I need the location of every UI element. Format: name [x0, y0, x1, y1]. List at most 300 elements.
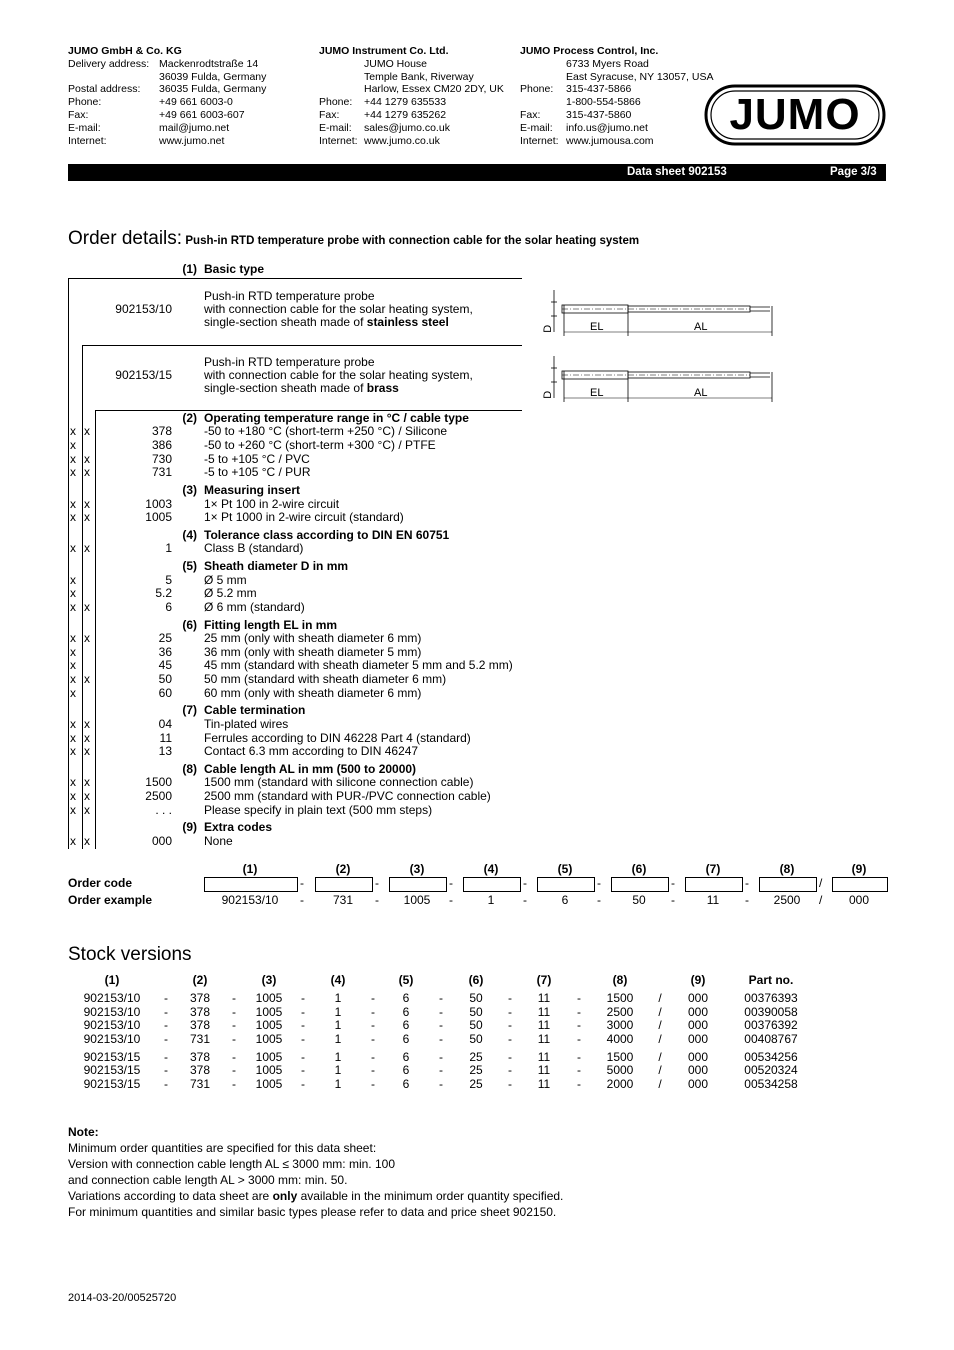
option-mark-10: x — [70, 586, 76, 600]
stock-cell: 1005 — [255, 1077, 283, 1091]
diagram-label-d: D — [542, 390, 555, 399]
stock-cell: 731 — [189, 1077, 211, 1091]
code-separator: - — [523, 893, 527, 907]
stock-cell: - — [371, 1077, 375, 1091]
option-description: Ø 6 mm (standard) — [204, 600, 305, 614]
option-mark-10: x — [70, 631, 76, 645]
option-code: 45 — [158, 658, 172, 672]
stock-cell: 1 — [334, 1032, 342, 1046]
basic-type-material-prefix: single-section sheath made of — [204, 315, 367, 329]
stock-cell: 902153/10 — [83, 1005, 141, 1019]
stock-cell: / — [658, 991, 662, 1005]
stock-cell: - — [577, 1063, 581, 1077]
code-example-value: 2500 — [773, 893, 801, 907]
address-value: JUMO House — [364, 57, 428, 70]
stock-cell: - — [508, 1032, 512, 1046]
stock-cell: 1 — [334, 1077, 342, 1091]
address-value: 315-437-5866 — [566, 83, 632, 96]
stock-cell: - — [371, 1018, 375, 1032]
stock-cell: - — [164, 1005, 168, 1019]
stock-cell: 11 — [537, 991, 551, 1005]
stock-header: (1) — [104, 973, 120, 987]
order-subtitle: Push-in RTD temperature probe with connection cable for the solar heating system — [185, 235, 640, 247]
section-number: (9) — [182, 820, 197, 834]
stock-header: (6) — [468, 973, 484, 987]
option-description: 50 mm (standard with sheath diameter 6 mm) — [204, 672, 447, 686]
address-label: Fax: — [319, 108, 340, 121]
option-mark-10: x — [70, 731, 76, 745]
option-description: -5 to +105 °C / PVC — [204, 452, 310, 466]
company-name: JUMO Process Control, Inc. — [520, 45, 659, 57]
address-usa — [520, 45, 713, 147]
stock-cell: 25 — [469, 1050, 483, 1064]
stock-cell: 902153/15 — [83, 1063, 141, 1077]
stock-cell: 6 — [402, 1050, 410, 1064]
section-title: Tolerance class according to DIN EN 60751 — [204, 528, 450, 542]
stock-cell: - — [577, 1050, 581, 1064]
option-code: 11 — [159, 731, 172, 745]
option-mark-15: x — [84, 834, 90, 848]
option-mark-15: x — [84, 803, 90, 817]
option-mark-15: x — [84, 541, 90, 555]
stock-cell: 25 — [469, 1063, 483, 1077]
address-label: Delivery address: — [68, 57, 150, 70]
stock-cell: - — [371, 1005, 375, 1019]
stock-cell: - — [301, 1032, 305, 1046]
address-label: Phone: — [68, 96, 102, 109]
stock-cell: - — [508, 991, 512, 1005]
diagram-label-el: EL — [590, 387, 604, 399]
address-row — [520, 109, 713, 122]
stock-cell: - — [164, 1063, 168, 1077]
option-code: 2500 — [145, 789, 172, 803]
option-code: 000 — [151, 834, 172, 848]
section-number: (3) — [182, 483, 197, 497]
stock-cell: - — [301, 1063, 305, 1077]
order-example-label: Order example — [68, 893, 153, 907]
basic-type-code: 902153/15 — [115, 368, 172, 382]
stock-cell: - — [439, 991, 443, 1005]
page-number: Page 3/3 — [830, 166, 877, 178]
stock-title: Stock versions — [68, 944, 192, 965]
stock-cell: 11 — [537, 1005, 551, 1019]
option-description: 1500 mm (standard with silicone connection cable) — [204, 775, 474, 789]
stock-cell: 000 — [687, 1005, 709, 1019]
stock-header: (5) — [398, 973, 414, 987]
stock-cell: 4000 — [606, 1032, 634, 1046]
stock-cell: 000 — [687, 1032, 709, 1046]
option-mark-10: x — [70, 834, 76, 848]
code-column-number: (6) — [631, 862, 647, 876]
option-code: 1 — [165, 541, 172, 555]
diagram-label-el: EL — [590, 321, 604, 333]
stock-cell: 902153/15 — [83, 1050, 141, 1064]
option-description: -50 to +180 °C (short-term +250 °C) / Silicone — [204, 424, 448, 438]
note-line-4c: available in the minimum order quantity specified. — [297, 1189, 564, 1203]
code-input-box[interactable] — [832, 877, 888, 892]
option-mark-15: x — [84, 497, 90, 511]
stock-header: (3) — [261, 973, 277, 987]
stock-cell: 000 — [687, 1077, 709, 1091]
section-number: (1) — [182, 262, 197, 276]
stock-header: Part no. — [748, 973, 794, 987]
note-line-2: Version with connection cable length AL ≤ 3000 mm: min. 100 — [68, 1157, 395, 1171]
option-mark-15: x — [84, 731, 90, 745]
address-row — [520, 135, 713, 148]
option-description: 1× Pt 100 in 2-wire circuit — [204, 497, 340, 511]
address-value: +49 661 6003-0 — [159, 96, 233, 109]
code-column-number: (1) — [242, 862, 258, 876]
address-label: Internet: — [520, 134, 559, 147]
address-value: Temple Bank, Riverway — [364, 70, 474, 83]
section-title: Sheath diameter D in mm — [204, 559, 349, 573]
address-value: www.jumo.co.uk — [364, 134, 440, 147]
address-row — [319, 135, 504, 148]
option-code: 04 — [158, 717, 172, 731]
option-mark-10: x — [70, 672, 76, 686]
stock-cell: / — [658, 1005, 662, 1019]
stock-header: (4) — [330, 973, 346, 987]
code-column-number: (9) — [851, 862, 867, 876]
address-row — [319, 71, 504, 84]
option-description: 2500 mm (standard with PUR-/PVC connection cable) — [204, 789, 491, 803]
stock-cell: 1 — [334, 1018, 342, 1032]
option-description: Ferrules according to DIN 46228 Part 4 (standard) — [204, 731, 471, 745]
code-example-value: 902153/10 — [221, 893, 279, 907]
basic-type-line — [204, 382, 399, 396]
stock-cell: 1005 — [255, 1032, 283, 1046]
stock-cell: - — [439, 1063, 443, 1077]
option-mark-15: x — [84, 510, 90, 524]
code-separator: - — [375, 893, 379, 907]
address-label: Internet: — [68, 134, 107, 147]
stock-cell: 2500 — [606, 1005, 634, 1019]
section-title: Operating temperature range in °C / cable type — [204, 411, 469, 425]
option-description: 45 mm (standard with sheath diameter 5 mm and 5.2 mm) — [204, 658, 513, 672]
stock-cell: - — [508, 1018, 512, 1032]
stock-header: (2) — [192, 973, 208, 987]
stock-header: (8) — [612, 973, 628, 987]
diagram-label-d: D — [542, 324, 555, 333]
code-example-value: 000 — [848, 893, 870, 907]
stock-cell: 902153/10 — [83, 1032, 141, 1046]
code-input-box[interactable] — [537, 877, 595, 892]
code-input-box[interactable] — [315, 877, 373, 892]
option-mark-10: x — [70, 775, 76, 789]
note-line-4b: only — [272, 1189, 298, 1203]
code-example-value: 6 — [561, 893, 569, 907]
jumo-logo — [704, 84, 886, 146]
stock-cell: 000 — [687, 991, 709, 1005]
option-mark-15: x — [84, 672, 90, 686]
stock-cell: 11 — [537, 1050, 551, 1064]
stock-cell: 1005 — [255, 1050, 283, 1064]
option-mark-10: x — [70, 744, 76, 758]
stock-cell: - — [232, 1063, 236, 1077]
stock-cell: 50 — [469, 1018, 483, 1032]
option-code: 1003 — [145, 497, 172, 511]
order-title: Order details: — [68, 228, 183, 249]
stock-cell: - — [301, 1018, 305, 1032]
section-number: (6) — [182, 618, 197, 632]
section-title: Basic type — [204, 262, 265, 276]
code-separator: - — [597, 893, 601, 907]
option-mark-10: x — [70, 452, 76, 466]
stock-cell: 6 — [402, 1077, 410, 1091]
stock-cell: - — [301, 1050, 305, 1064]
option-mark-15: x — [84, 775, 90, 789]
option-mark-10: x — [70, 658, 76, 672]
bracket-line-1 — [68, 278, 69, 849]
stock-cell: - — [164, 1050, 168, 1064]
basic-type-line: with connection cable for the solar heating system, — [204, 302, 473, 316]
stock-cell: 902153/10 — [83, 1018, 141, 1032]
code-input-box[interactable] — [389, 877, 447, 892]
option-code: 1005 — [145, 510, 172, 524]
stock-cell: 25 — [469, 1077, 483, 1091]
address-row — [319, 122, 504, 135]
option-mark-15: x — [84, 600, 90, 614]
stock-part-number: 00534256 — [744, 1050, 798, 1064]
note-line-4 — [68, 1188, 563, 1204]
address-value: +49 661 6003-607 — [159, 108, 245, 121]
stock-cell: 000 — [687, 1063, 709, 1077]
address-row — [68, 96, 266, 109]
code-column-number: (8) — [779, 862, 795, 876]
code-example-value: 1 — [487, 893, 495, 907]
stock-cell: 2000 — [606, 1077, 634, 1091]
stock-cell: 1 — [334, 1005, 342, 1019]
stock-cell: - — [439, 1077, 443, 1091]
stock-cell: / — [658, 1018, 662, 1032]
option-mark-10: x — [70, 438, 76, 452]
stock-cell: - — [439, 1050, 443, 1064]
stock-cell: - — [439, 1018, 443, 1032]
stock-cell: - — [371, 1032, 375, 1046]
stock-cell: - — [301, 1077, 305, 1091]
option-mark-10: x — [70, 645, 76, 659]
address-row — [319, 109, 504, 122]
stock-cell: 11 — [537, 1063, 551, 1077]
rule-basic-type — [68, 278, 522, 279]
probe-dimension-diagram — [544, 286, 774, 406]
stock-cell: 378 — [189, 1018, 211, 1032]
stock-cell: - — [232, 1018, 236, 1032]
code-input-box[interactable] — [685, 877, 743, 892]
address-value: info.us@jumo.net — [566, 121, 648, 134]
address-row — [68, 122, 266, 135]
option-code: 731 — [151, 465, 172, 479]
stock-part-number: 00408767 — [744, 1032, 798, 1046]
stock-cell: 6 — [402, 1032, 410, 1046]
stock-cell: - — [164, 1032, 168, 1046]
stock-cell: 1500 — [606, 1050, 634, 1064]
address-row — [68, 71, 266, 84]
section-title: Extra codes — [204, 820, 273, 834]
stock-cell: 378 — [189, 991, 211, 1005]
code-example-value: 50 — [632, 893, 646, 907]
option-code: 5.2 — [155, 586, 172, 600]
basic-type-line: Push-in RTD temperature probe — [204, 355, 375, 369]
section-title: Measuring insert — [204, 483, 301, 497]
code-separator: - — [449, 893, 453, 907]
option-description: 1× Pt 1000 in 2-wire circuit (standard) — [204, 510, 404, 524]
stock-cell: 000 — [687, 1050, 709, 1064]
option-code: 386 — [151, 438, 172, 452]
code-input-box[interactable] — [463, 877, 521, 892]
address-row — [319, 58, 504, 71]
address-label: E-mail: — [520, 121, 553, 134]
option-description: -5 to +105 °C / PUR — [204, 465, 311, 479]
address-row — [520, 122, 713, 135]
stock-cell: 6 — [402, 1018, 410, 1032]
option-description: Class B (standard) — [204, 541, 304, 555]
stock-cell: 902153/15 — [83, 1077, 141, 1091]
option-description: Tin-plated wires — [204, 717, 289, 731]
stock-cell: - — [577, 1018, 581, 1032]
address-row — [319, 83, 504, 96]
option-mark-10: x — [70, 424, 76, 438]
rule-basic-type-2 — [82, 345, 522, 346]
option-mark-10: x — [70, 686, 76, 700]
stock-cell: 378 — [189, 1005, 211, 1019]
address-label: Fax: — [520, 108, 541, 121]
address-row — [68, 109, 266, 122]
stock-cell: - — [371, 1050, 375, 1064]
section-title: Fitting length EL in mm — [204, 618, 338, 632]
option-mark-15: x — [84, 744, 90, 758]
stock-cell: - — [301, 991, 305, 1005]
bracket-line-3 — [95, 410, 96, 849]
stock-cell: - — [439, 1005, 443, 1019]
stock-cell: - — [232, 1005, 236, 1019]
option-mark-15: x — [84, 465, 90, 479]
code-separator: - — [375, 876, 379, 890]
option-mark-10: x — [70, 465, 76, 479]
address-value: East Syracuse, NY 13057, USA — [566, 70, 714, 83]
address-value: +44 1279 635262 — [364, 108, 447, 121]
code-input-box[interactable] — [204, 877, 298, 892]
code-column-number: (4) — [483, 862, 499, 876]
code-separator: - — [671, 893, 675, 907]
option-code: . . . — [155, 803, 172, 817]
option-mark-15: x — [84, 789, 90, 803]
code-input-box[interactable] — [611, 877, 669, 892]
stock-cell: 3000 — [606, 1018, 634, 1032]
stock-cell: 000 — [687, 1018, 709, 1032]
option-mark-10: x — [70, 600, 76, 614]
basic-type-line: Push-in RTD temperature probe — [204, 289, 375, 303]
stock-cell: - — [232, 1077, 236, 1091]
stock-cell: / — [658, 1077, 662, 1091]
stock-cell: 50 — [469, 1005, 483, 1019]
stock-header: (7) — [536, 973, 552, 987]
basic-type-material: stainless steel — [366, 315, 449, 329]
code-separator: - — [523, 876, 527, 890]
probe-diagram-stainless — [551, 290, 772, 336]
address-row — [520, 58, 713, 71]
option-mark-10: x — [70, 789, 76, 803]
address-row — [520, 83, 713, 96]
basic-type-material: brass — [366, 381, 399, 395]
option-description: 25 mm (only with sheath diameter 6 mm) — [204, 631, 422, 645]
address-row — [319, 96, 504, 109]
address-row — [520, 71, 713, 84]
note-line-5: For minimum quantities and similar basic types please refer to data and price sheet 902150. — [68, 1205, 557, 1219]
code-separator: - — [449, 876, 453, 890]
note-line-4a: Variations according to data sheet are — [68, 1189, 273, 1203]
stock-cell: 1 — [334, 1050, 342, 1064]
stock-cell: - — [164, 1077, 168, 1091]
option-mark-15: x — [84, 452, 90, 466]
section-number: (5) — [182, 559, 197, 573]
code-example-value: 11 — [706, 893, 720, 907]
stock-cell: 50 — [469, 991, 483, 1005]
code-separator: - — [300, 876, 304, 890]
option-code: 13 — [158, 744, 172, 758]
option-mark-15: x — [84, 424, 90, 438]
stock-cell: 1500 — [606, 991, 634, 1005]
option-description: Ø 5.2 mm — [204, 586, 257, 600]
option-description: Please specify in plain text (500 mm steps) — [204, 803, 433, 817]
code-column-number: (7) — [705, 862, 721, 876]
option-description: Contact 6.3 mm according to DIN 46247 — [204, 744, 419, 758]
stock-cell: 1005 — [255, 991, 283, 1005]
address-row — [68, 135, 266, 148]
note-line-3: and connection cable length AL > 3000 mm: min. 50. — [68, 1173, 348, 1187]
address-germany — [68, 45, 266, 147]
stock-cell: - — [508, 1050, 512, 1064]
option-mark-15: x — [84, 631, 90, 645]
address-uk — [319, 45, 504, 147]
code-column-number: (3) — [409, 862, 425, 876]
probe-diagram-brass — [551, 356, 772, 402]
stock-cell: - — [232, 991, 236, 1005]
code-separator: - — [597, 876, 601, 890]
stock-cell: - — [301, 1005, 305, 1019]
diagram-label-al: AL — [694, 387, 708, 399]
address-label: E-mail: — [68, 121, 101, 134]
address-label: Phone: — [520, 83, 554, 96]
option-mark-10: x — [70, 510, 76, 524]
address-value: 1-800-554-5866 — [566, 96, 641, 109]
stock-cell: / — [658, 1032, 662, 1046]
stock-cell: - — [577, 991, 581, 1005]
stock-cell: 5000 — [606, 1063, 634, 1077]
section-number: (2) — [182, 411, 197, 425]
stock-part-number: 00376392 — [744, 1018, 798, 1032]
code-input-box[interactable] — [759, 877, 817, 892]
basic-type-code: 902153/10 — [115, 302, 172, 316]
option-mark-15: x — [84, 717, 90, 731]
footer-doc-id: 2014-03-20/00525720 — [68, 1292, 177, 1304]
address-label: Phone: — [319, 96, 353, 109]
stock-cell: 1005 — [255, 1063, 283, 1077]
stock-cell: 378 — [189, 1050, 211, 1064]
code-column-number: (2) — [335, 862, 351, 876]
address-value: 315-437-5860 — [566, 108, 632, 121]
code-example-value: 1005 — [403, 893, 431, 907]
address-row — [520, 96, 713, 109]
stock-header: (9) — [690, 973, 706, 987]
stock-cell: 1 — [334, 1063, 342, 1077]
company-name: JUMO GmbH & Co. KG — [68, 45, 182, 57]
stock-cell: - — [164, 991, 168, 1005]
basic-type-material-prefix: single-section sheath made of — [204, 381, 367, 395]
stock-cell: - — [577, 1032, 581, 1046]
code-column-number: (5) — [557, 862, 573, 876]
option-mark-10: x — [70, 803, 76, 817]
